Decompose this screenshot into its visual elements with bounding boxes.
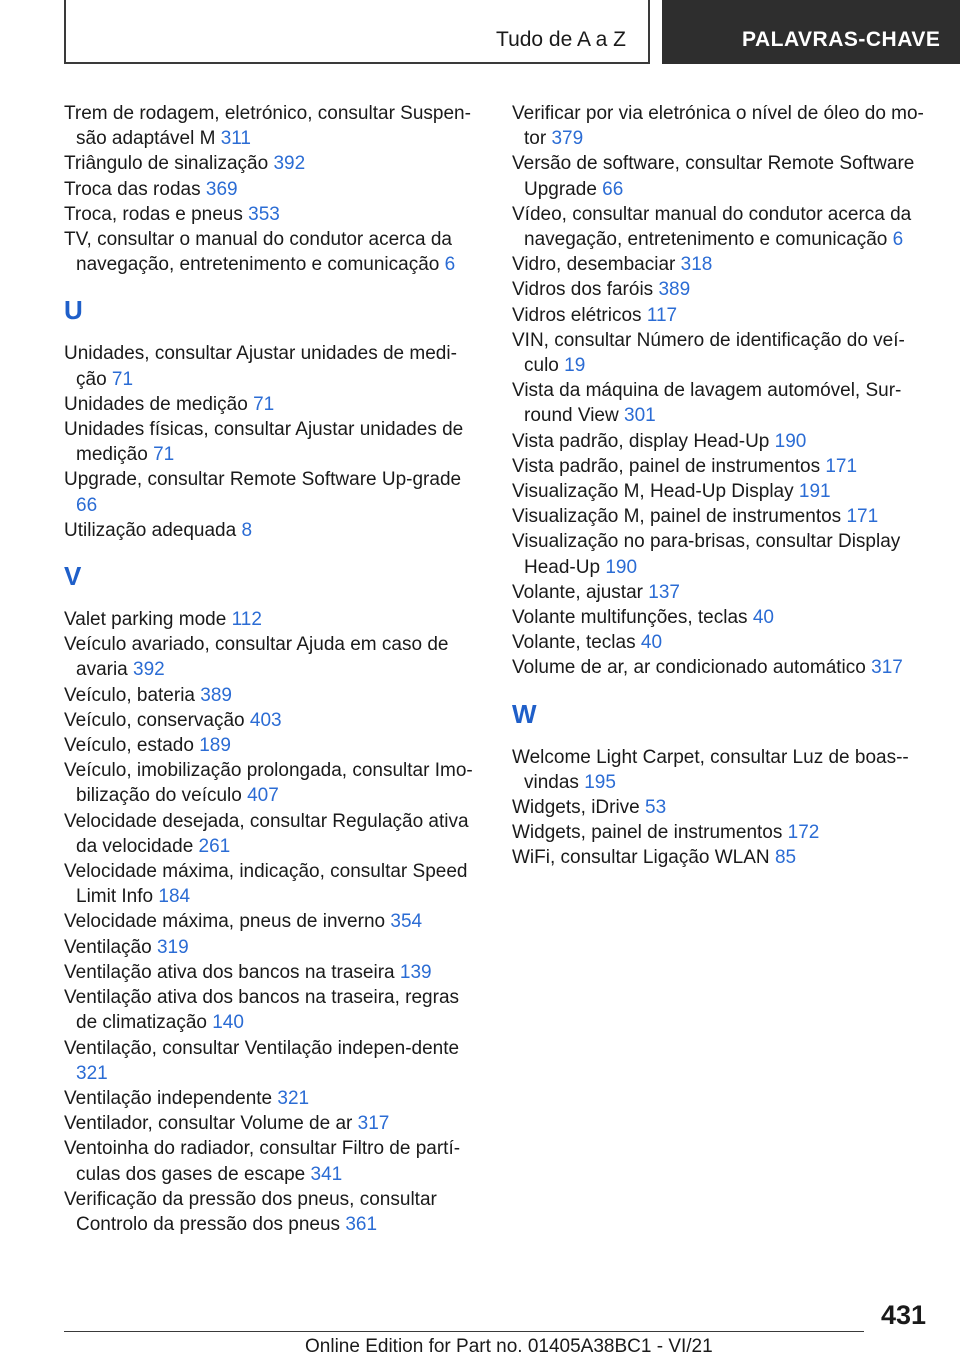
- index-entry-page-link[interactable]: 317: [871, 657, 903, 679]
- index-entry: [64, 935, 484, 960]
- index-entry-page-link[interactable]: 379: [551, 128, 584, 150]
- index-entry: [64, 683, 484, 708]
- index-entry: [512, 630, 932, 655]
- index-entry-text: Veículo, estado: [64, 735, 194, 757]
- index-letter-heading: V: [64, 561, 82, 592]
- index-entry-page-link[interactable]: 112: [231, 609, 262, 631]
- index-entry: [512, 479, 932, 504]
- index-entry-text: Unidades físicas, consultar Ajustar unidades de medição: [64, 419, 464, 466]
- index-entry-text: WiFi, consultar Ligação WLAN: [512, 847, 770, 869]
- index-entry: [512, 328, 932, 378]
- index-entry-page-link[interactable]: 6: [444, 254, 456, 276]
- index-entry: [512, 529, 932, 579]
- index-entry-text: Visualização M, painel de instrumentos: [512, 506, 842, 528]
- index-entry: [64, 632, 484, 682]
- index-entry: [64, 417, 484, 467]
- index-entry-text: VIN, consultar Número de identificação do veí-culo: [512, 329, 905, 377]
- index-letter-heading: W: [512, 698, 537, 729]
- index-entry-page-link[interactable]: 369: [205, 178, 238, 200]
- index-entry-page-link[interactable]: 403: [249, 709, 282, 731]
- index-entry-page-link[interactable]: 117: [646, 304, 678, 326]
- index-entry-page-link[interactable]: 40: [640, 632, 663, 654]
- index-entry-text: Volante, teclas: [512, 632, 636, 654]
- index-entry-page-link[interactable]: 53: [645, 797, 667, 819]
- index-entry: [512, 454, 932, 479]
- index-entry-page-link[interactable]: 71: [111, 368, 134, 390]
- footer-edition: Online Edition for Part no. 01405A38BC1 - VI/21: [305, 1336, 713, 1357]
- index-entry-text: Triângulo de sinalização: [64, 153, 269, 175]
- index-entry-text: Veículo avariado, consultar Ajuda em caso de avaria: [64, 634, 449, 681]
- index-entry: [512, 504, 932, 529]
- index-entry: [512, 795, 932, 820]
- index-entry-page-link[interactable]: 189: [199, 735, 231, 757]
- index-entry: [64, 101, 484, 151]
- index-entry-page-link[interactable]: 321: [76, 1062, 108, 1084]
- index-entry-text: Vista da máquina de lavagem automóvel, Sur-round View: [512, 380, 902, 427]
- index-entry-page-link[interactable]: 311: [220, 128, 251, 150]
- index-entry: [64, 151, 484, 176]
- index-entry-text: Vidros dos faróis: [512, 279, 654, 301]
- index-entry: [512, 605, 932, 630]
- index-entry: [64, 202, 484, 227]
- index-entry-text: Versão de software, consultar Remote Software Upgrade: [512, 153, 915, 200]
- index-entry-text: Veículo, bateria: [64, 684, 195, 706]
- index-entry: [512, 745, 932, 795]
- index-entry-text: Vidro, desembaciar: [512, 254, 676, 276]
- index-entry-text: Trem de rodagem, eletrónico, consultar Suspen-são adaptável M: [64, 103, 471, 150]
- index-entry: [512, 580, 932, 605]
- index-entry-text: TV, consultar o manual do condutor acerca da navegação, entretenimento e comunicação: [64, 229, 452, 276]
- header-section-box: [64, 0, 650, 64]
- index-entry-text: Verificação da pressão dos pneus, consultar Controlo da pressão dos pneus: [64, 1188, 437, 1235]
- index-entry-text: Troca das rodas: [64, 178, 201, 200]
- index-entry-page-link[interactable]: 317: [357, 1113, 390, 1135]
- index-entry-page-link[interactable]: 184: [158, 886, 191, 908]
- index-entry-text: Volante, ajustar: [512, 581, 643, 603]
- index-entry-text: Ventilação ativa dos bancos na traseira, regras de climatização: [64, 987, 460, 1034]
- index-entry: [64, 733, 484, 758]
- page-number: 431: [880, 1300, 926, 1330]
- index-entry-text: Welcome Light Carpet, consultar Luz de boas--vindas: [512, 746, 909, 793]
- index-entry-page-link[interactable]: 6: [892, 229, 904, 251]
- index-entry-page-link[interactable]: 389: [658, 279, 691, 301]
- index-entry-page-link[interactable]: 389: [200, 684, 232, 706]
- index-entry-text: Widgets, painel de instrumentos: [512, 822, 783, 844]
- index-entry: [64, 392, 484, 417]
- index-entry: [64, 1036, 484, 1086]
- index-entry-page-link[interactable]: 191: [798, 481, 831, 503]
- index-letter-heading: U: [64, 295, 83, 326]
- index-entry-page-link[interactable]: 172: [787, 822, 820, 844]
- index-entry-text: Vídeo, consultar manual do condutor acerca da navegação, entretenimento e comunicação: [512, 203, 912, 251]
- index-entry: [512, 820, 932, 845]
- index-entry-text: Ventoinha do radiador, consultar Filtro de partí-culas dos gases de escape: [64, 1138, 461, 1185]
- index-entry-page-link[interactable]: 140: [212, 1012, 244, 1034]
- index-entry-page-link[interactable]: 19: [564, 355, 586, 377]
- index-entry: [64, 607, 484, 632]
- index-entry: [512, 151, 932, 201]
- index-entry: [64, 758, 484, 808]
- index-entry-text: Valet parking mode: [64, 609, 227, 631]
- index-entry-text: Velocidade máxima, indicação, consultar Speed Limit Info: [64, 861, 468, 908]
- index-entry-page-link[interactable]: 85: [774, 847, 797, 869]
- index-entry: [64, 518, 484, 543]
- index-entry: [64, 985, 484, 1035]
- index-entry-text: Vista padrão, painel de instrumentos: [512, 455, 821, 477]
- index-entry: [64, 341, 484, 391]
- index-entry-text: Ventilador, consultar Volume de ar: [64, 1113, 353, 1135]
- index-entry-text: Upgrade, consultar Remote Software Up-grade: [64, 469, 462, 491]
- index-entry-text: Velocidade desejada, consultar Regulação ativa da velocidade: [64, 810, 469, 857]
- index-entry-text: Ventilação independente: [64, 1087, 273, 1109]
- index-column-left: [64, 101, 484, 1237]
- index-entry-text: Ventilação: [64, 936, 152, 958]
- index-entry-text: Volume de ar, ar condicionado automático: [512, 657, 866, 679]
- footer-divider: [64, 1331, 864, 1332]
- index-entry-page-link[interactable]: 195: [584, 771, 616, 793]
- index-column-right: [512, 101, 932, 871]
- index-entry: [64, 909, 484, 934]
- index-entry-page-link[interactable]: 321: [277, 1087, 310, 1109]
- index-entry-page-link[interactable]: 407: [247, 785, 279, 807]
- index-entry-page-link[interactable]: 341: [310, 1163, 343, 1185]
- index-entry-page-link[interactable]: 319: [156, 936, 189, 958]
- index-entry-page-link[interactable]: 71: [253, 393, 275, 415]
- index-entry: [64, 859, 484, 909]
- index-entry-text: Velocidade máxima, pneus de inverno: [64, 911, 386, 933]
- index-entry-page-link[interactable]: 66: [602, 178, 624, 200]
- index-entry-text: Vidros elétricos: [512, 304, 642, 326]
- index-entry-page-link[interactable]: 139: [399, 961, 432, 983]
- index-entry: [64, 809, 484, 859]
- header-chapter-tab: [662, 0, 960, 64]
- index-entry: [512, 101, 932, 151]
- index-entry-page-link[interactable]: 71: [153, 444, 175, 466]
- index-entry: [512, 303, 932, 328]
- index-entry: [512, 378, 932, 428]
- index-entry-text: Widgets, iDrive: [512, 797, 640, 819]
- index-entry-page-link[interactable]: 361: [345, 1213, 378, 1235]
- index-entry: [64, 708, 484, 733]
- index-entry: [512, 655, 932, 680]
- index-entry: [512, 845, 932, 870]
- header-section-title: Tudo de A a Z: [496, 28, 626, 51]
- index-entry-text: Veículo, imobilização prolongada, consultar Imo-bilização do veículo: [64, 760, 473, 807]
- index-entry-page-link[interactable]: 171: [825, 455, 858, 477]
- index-entry: [64, 467, 484, 517]
- index-entry-text: Veículo, conservação: [64, 709, 245, 731]
- index-entry-text: Vista padrão, display Head-Up: [512, 430, 770, 452]
- index-entry-text: Volante multifunções, teclas: [512, 607, 748, 629]
- index-entry-page-link[interactable]: 301: [624, 405, 656, 427]
- index-entry-page-link[interactable]: 261: [198, 835, 231, 857]
- index-entry: [512, 429, 932, 454]
- index-entry: [64, 1086, 484, 1111]
- index-entry: [64, 227, 484, 277]
- index-entry-page-link[interactable]: 190: [774, 430, 807, 452]
- index-entry-page-link[interactable]: 354: [390, 911, 423, 933]
- index-entry-text: Ventilação, consultar Ventilação indepen-dente: [64, 1037, 460, 1059]
- index-entry-text: Unidades de medição: [64, 393, 248, 415]
- index-entry-text: Utilização adequada: [64, 519, 237, 541]
- index-entry-page-link[interactable]: 40: [752, 607, 774, 629]
- index-entry: [512, 252, 932, 277]
- index-entry-text: Troca, rodas e pneus: [64, 203, 243, 225]
- index-entry-text: Verificar por via eletrónica o nível de óleo do mo-tor: [512, 103, 924, 150]
- index-entry: [64, 177, 484, 202]
- index-entry: [512, 202, 932, 252]
- index-entry-page-link[interactable]: 190: [605, 556, 638, 578]
- index-entry-page-link[interactable]: 137: [648, 581, 680, 603]
- index-entry-page-link[interactable]: 392: [273, 153, 306, 175]
- index-entry-page-link[interactable]: 66: [76, 494, 98, 516]
- index-entry-page-link[interactable]: 171: [846, 506, 879, 528]
- index-entry-text: Unidades, consultar Ajustar unidades de medi-ção: [64, 343, 457, 390]
- index-entry-page-link[interactable]: 318: [680, 254, 713, 276]
- index-entry: [64, 1111, 484, 1136]
- index-entry: [64, 960, 484, 985]
- index-entry-page-link[interactable]: 353: [248, 203, 280, 225]
- index-entry: [64, 1187, 484, 1237]
- index-entry: [512, 277, 932, 302]
- index-entry-text: Visualização no para-brisas, consultar Display Head-Up: [512, 531, 901, 578]
- index-entry-text: Visualização M, Head-Up Display: [512, 481, 794, 503]
- header-chapter-tab-label: PALAVRAS-CHAVE: [742, 28, 941, 51]
- index-entry-text: Ventilação ativa dos bancos na traseira: [64, 961, 395, 983]
- index-entry: [64, 1136, 484, 1186]
- index-entry-page-link[interactable]: 392: [133, 659, 165, 681]
- index-entry-page-link[interactable]: 8: [241, 519, 253, 541]
